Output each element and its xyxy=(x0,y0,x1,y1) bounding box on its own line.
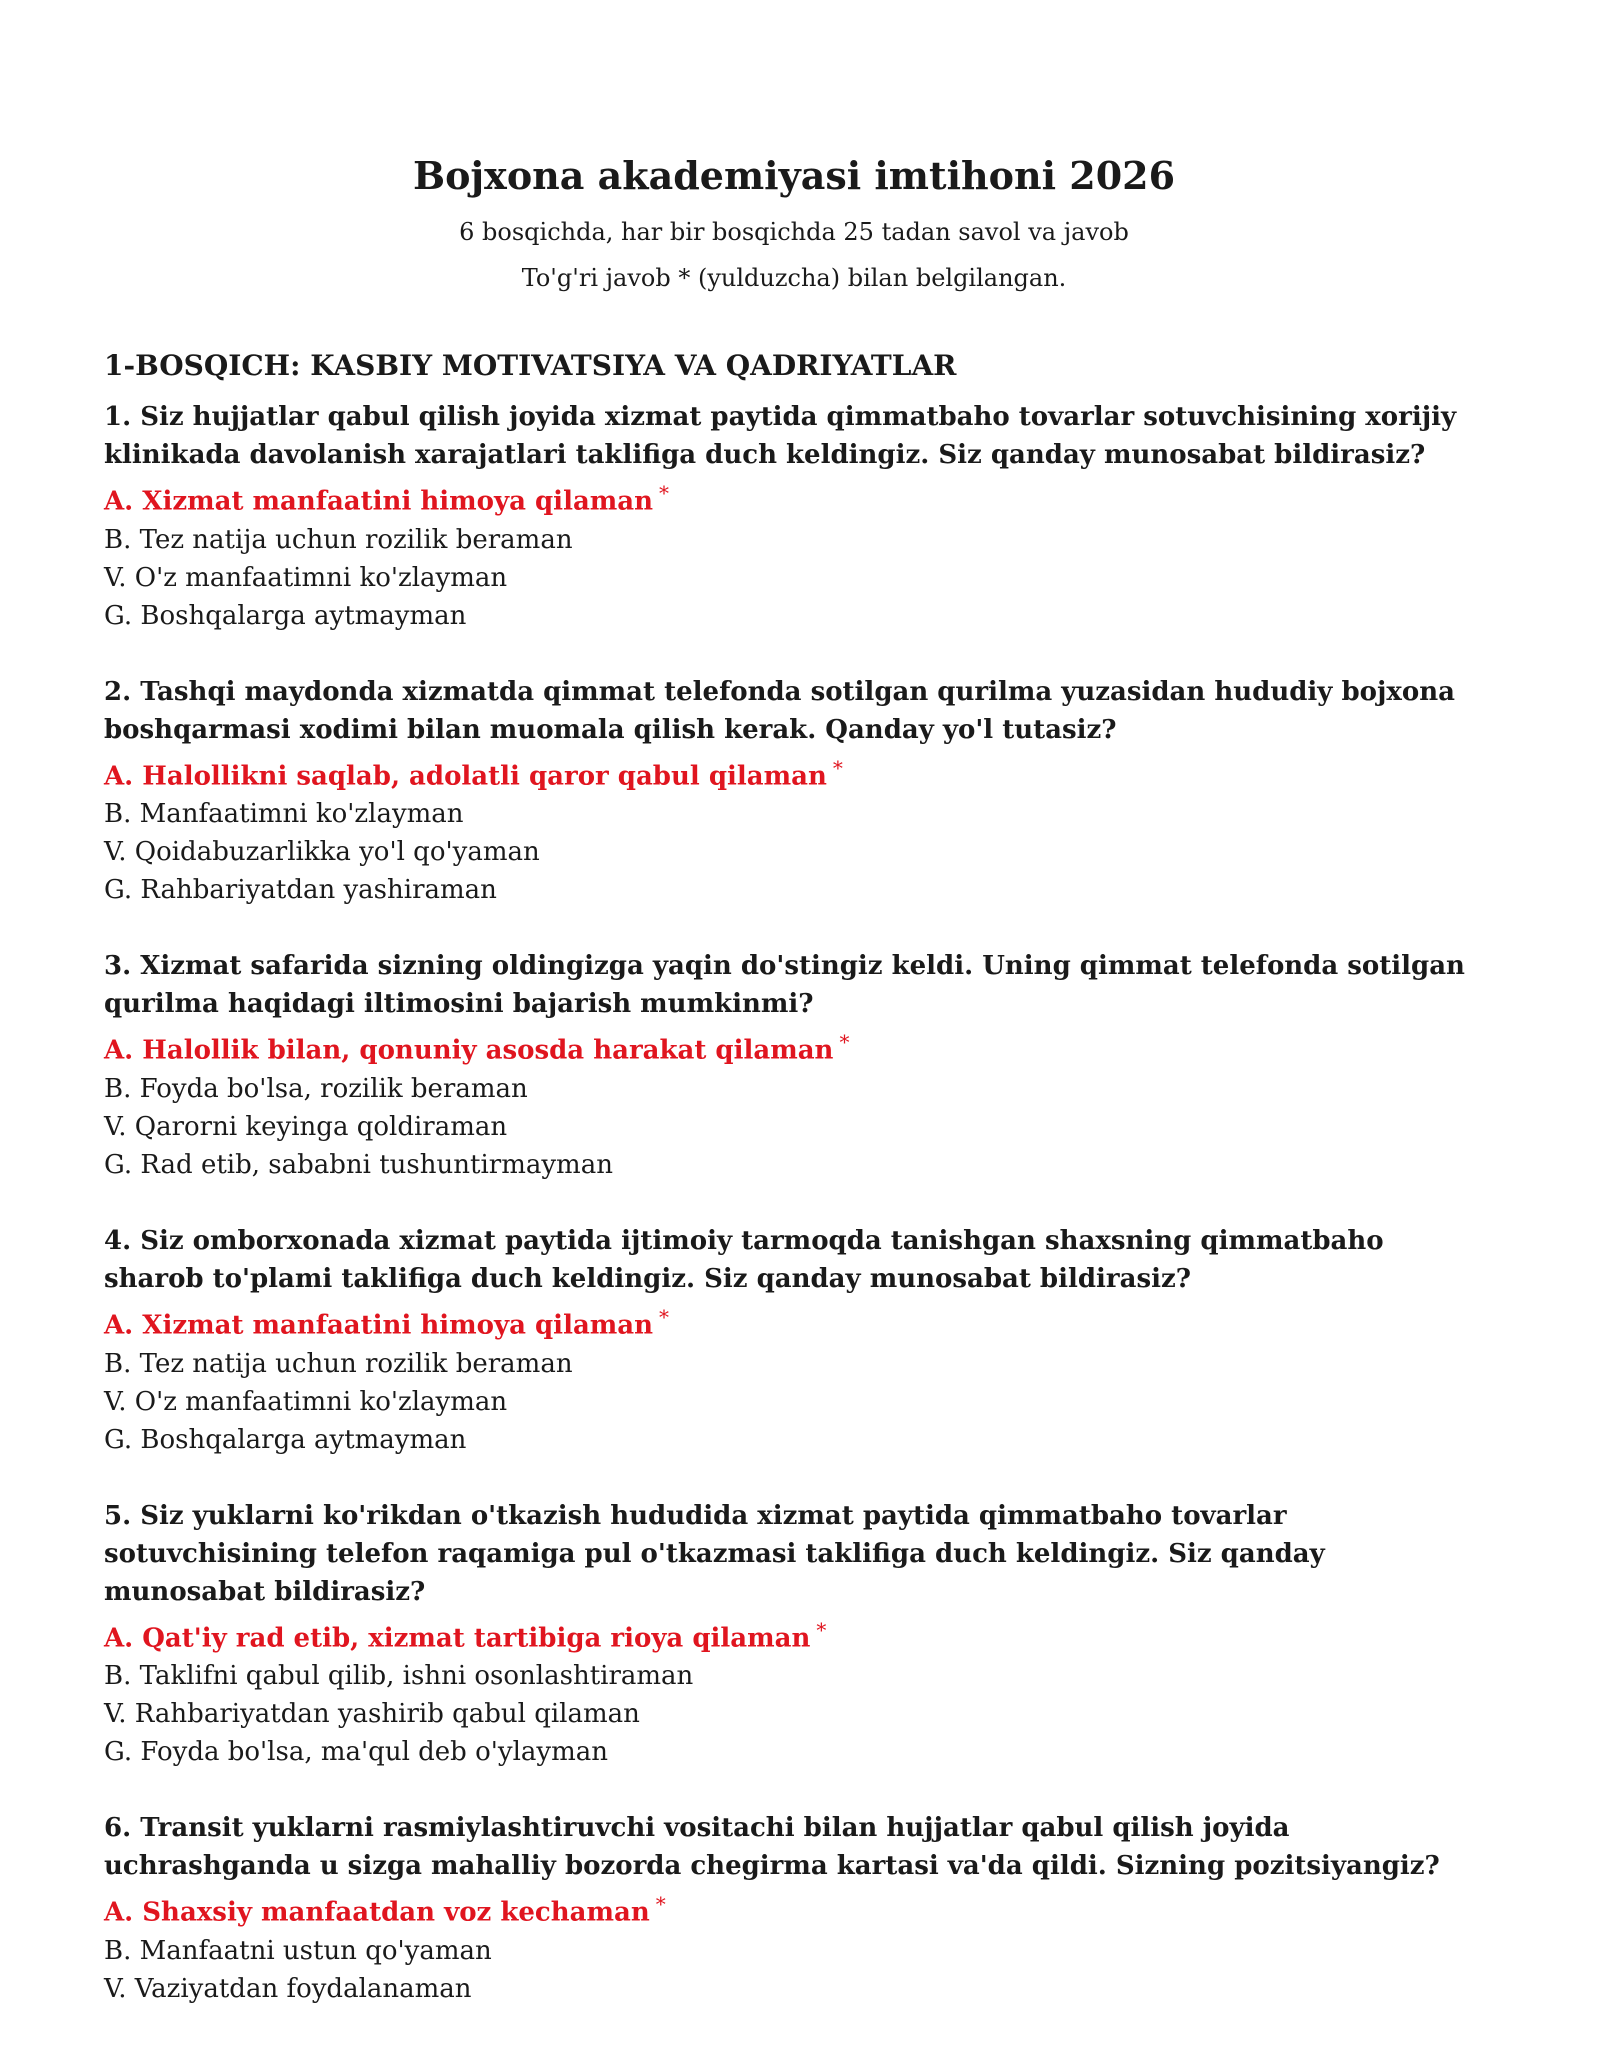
option-label: V. Qoidabuzarlikka yo'l qo'yaman xyxy=(104,837,540,868)
answer-option xyxy=(104,1733,1484,1771)
answer-option xyxy=(104,833,1484,871)
option-label: B. Foyda bo'lsa, rozilik beraman xyxy=(104,1073,528,1104)
option-label: B. Tez natija uchun rozilik beraman xyxy=(104,1348,573,1379)
option-label: A. Shaxsiy manfaatdan voz kechaman xyxy=(104,1897,650,1928)
correct-star-icon: * xyxy=(659,481,670,505)
question-text: 2. Tashqi maydonda xizmatda qimmat telefonda sotilgan qurilma yuzasidan hududiy bojxona boshqarmasi xodimi bilan muomala qilish kerak. Qanday yo'l tutasiz? xyxy=(104,676,1455,745)
answer-option xyxy=(104,1070,1484,1108)
option-label: A. Xizmat manfaatini himoya qilaman xyxy=(104,1310,654,1341)
option-label: V. Rahbariyatdan yashirib qabul qilaman xyxy=(104,1699,640,1730)
document-subtitle: 6 bosqichda, har bir bosqichda 25 tadan savol va javob xyxy=(459,218,1129,246)
option-label: G. Boshqalarga aytmayman xyxy=(104,1424,467,1455)
answer-option xyxy=(104,559,1484,597)
correct-star-icon: * xyxy=(839,1030,850,1055)
option-label: B. Manfaatni ustun qo'yaman xyxy=(104,1935,492,1966)
option-label: G. Foyda bo'lsa, ma'qul deb o'ylayman xyxy=(104,1737,608,1768)
question-item xyxy=(104,398,1484,635)
question-item xyxy=(104,1497,1484,1772)
question-text: 3. Xizmat safarida sizning oldingizga yaqin do'stingiz keldi. Uning qimmat telefonda sotilgan qurilma haqidagi iltimosini bajarish mumkinmi? xyxy=(104,951,1465,1020)
option-label: A. Halollik bilan, qonuniy asosda harakat qilaman xyxy=(104,1035,834,1066)
correct-star-icon: * xyxy=(832,755,843,780)
document-title: Bojxona akademiyasi imtihoni 2026 xyxy=(412,153,1176,198)
question-text: 5. Siz yuklarni ko'rikdan o'tkazish hududida xizmat paytida qimmatbaho tovarlar sotuvchisining telefon raqamiga pul o'tkazmasi taklifiga duch keldingiz. Siz qanday munosabat bildirasiz? xyxy=(104,1500,1325,1607)
answer-option-correct xyxy=(104,749,1484,796)
option-label: B. Taklifni qabul qilib, ishni osonlashtiraman xyxy=(104,1661,694,1692)
answer-option xyxy=(104,1108,1484,1146)
option-label: G. Rad etib, sababni tushuntirmayman xyxy=(104,1149,613,1180)
option-label: V. Vaziyatdan foydalanaman xyxy=(104,1973,472,2004)
answer-option xyxy=(104,871,1484,909)
question-item xyxy=(104,947,1484,1184)
answer-key-note: To'g'ri javob * (yulduzcha) bilan belgilangan. xyxy=(521,264,1067,292)
answer-option xyxy=(104,1421,1484,1459)
option-label: G. Rahbariyatdan yashiraman xyxy=(104,875,497,906)
option-label: B. Manfaatimni ko'zlayman xyxy=(104,799,464,830)
answer-option-correct xyxy=(104,1023,1484,1070)
question-item xyxy=(104,673,1484,910)
option-label: V. Qarorni keyinga qoldiraman xyxy=(104,1111,508,1142)
correct-star-icon: * xyxy=(659,1304,670,1329)
question-text: 1. Siz hujjatlar qabul qilish joyida xizmat paytida qimmatbaho tovarlar sotuvchisining xorijiy klinikada davolanish xarajatlari taklifiga duch keldingiz. Siz qanday munosabat bildirasiz? xyxy=(104,402,1457,470)
question-item xyxy=(104,1222,1484,1459)
correct-star-icon: * xyxy=(655,1892,666,1917)
answer-option xyxy=(104,1695,1484,1733)
answer-option-correct xyxy=(104,1885,1484,1932)
answer-option xyxy=(104,1383,1484,1421)
answer-option xyxy=(104,795,1484,833)
option-label: V. O'z manfaatimni ko'zlayman xyxy=(104,1386,508,1417)
question-item xyxy=(104,1809,1484,2008)
question-list xyxy=(104,398,1484,2008)
question-text: 6. Transit yuklarni rasmiylashtiruvchi vositachi bilan hujjatlar qabul qilish joyida uchrashganda u sizga mahalliy bozorda chegirma kartasi va'da qildi. Sizning pozitsiyangiz? xyxy=(104,1813,1440,1882)
answer-option xyxy=(104,1146,1484,1184)
option-label: G. Boshqalarga aytmayman xyxy=(104,600,467,631)
answer-option xyxy=(104,1657,1484,1695)
answer-option xyxy=(104,1932,1484,1970)
option-label: V. O'z manfaatimni ko'zlayman xyxy=(104,562,508,593)
answer-option-correct xyxy=(104,1611,1484,1658)
answer-option xyxy=(104,1970,1484,2008)
answer-option-correct xyxy=(104,1298,1484,1345)
section-title: 1-BOSQICH: KASBIY MOTIVATSIYA VA QADRIYATLAR xyxy=(104,349,957,382)
answer-option-correct xyxy=(104,474,1484,521)
option-label: A. Qat'iy rad etib, xizmat tartibiga rioya qilaman xyxy=(104,1623,811,1654)
option-label: A. Halollikni saqlab, adolatli qaror qabul qilaman xyxy=(104,761,827,792)
correct-star-icon: * xyxy=(816,1617,827,1642)
option-label: B. Tez natija uchun rozilik beraman xyxy=(104,524,573,555)
option-label: A. Xizmat manfaatini himoya qilaman xyxy=(104,486,654,517)
question-text: 4. Siz omborxonada xizmat paytida ijtimoiy tarmoqda tanishgan shaxsning qimmatbaho sharob to'plami taklifiga duch keldingiz. Siz qanday munosabat bildirasiz? xyxy=(104,1225,1384,1294)
answer-option xyxy=(104,597,1484,635)
answer-option xyxy=(104,1345,1484,1383)
answer-option xyxy=(104,521,1484,559)
